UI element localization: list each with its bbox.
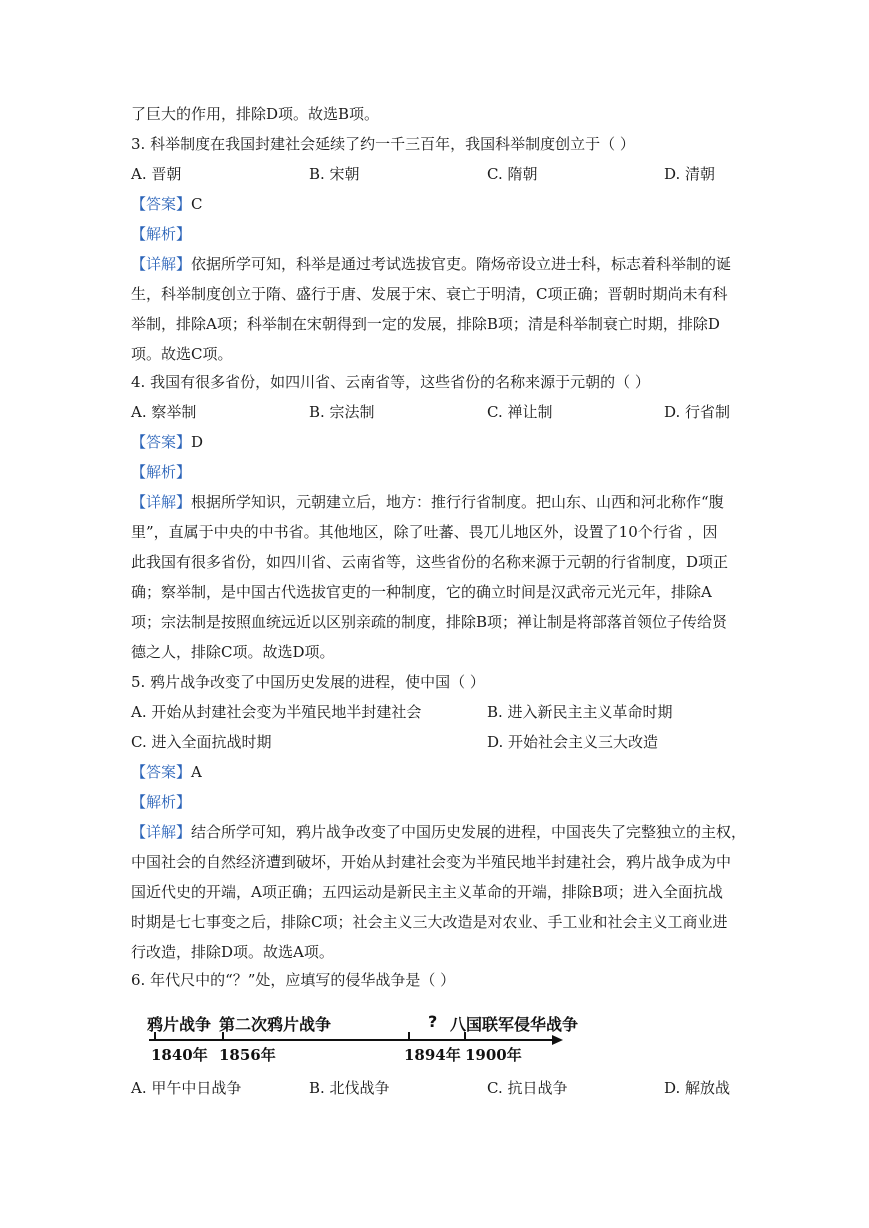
q5-stem: 5. 鸦片战争改变了中国历史发展的进程，使中国（ ） xyxy=(131,673,485,691)
q6-stem: 6. 年代尺中的“？”处，应填写的侵华战争是（ ） xyxy=(131,971,456,989)
q4-detail-line-6: 德之人，排除C项。故选D项。 xyxy=(131,643,335,661)
q6-option-b: B. 北伐战争 xyxy=(309,1079,390,1097)
timeline-year-1900: 1900年 xyxy=(465,1046,522,1064)
q4-option-d: D. 行省制 xyxy=(664,403,731,421)
q5-option-a: A. 开始从封建社会变为半殖民地半封建社会 xyxy=(131,703,422,721)
q6-option-a: A. 甲午中日战争 xyxy=(131,1079,242,1097)
q5-detail-line-3: 国近代史的开端，A项正确；五四运动是新民主主义革命的开端，排除B项；进入全面抗战 xyxy=(131,883,723,901)
answer-tag: 【答案】 xyxy=(131,433,192,451)
q4-detail-line-1 xyxy=(131,492,724,512)
q5-analysis-tag: 【解析】 xyxy=(131,793,192,811)
q5-detail-line-5: 行改造，排除D项。故选A项。 xyxy=(131,943,334,961)
timeline-event-unknown: ? xyxy=(428,1012,438,1031)
q6-option-c: C. 抗日战争 xyxy=(487,1079,568,1097)
timeline-figure xyxy=(147,1010,607,1066)
detail-text: 依据所学可知，科举是通过考试选拔官吏。隋炀帝设立进士科，标志着科举制的诞 xyxy=(191,255,732,273)
answer-value: C xyxy=(191,195,203,213)
detail-text: 结合所学可知，鸦片战争改变了中国历史发展的进程，中国丧失了完整独立的主权， xyxy=(191,823,747,841)
answer-tag: 【答案】 xyxy=(131,195,192,213)
timeline-event-second-opium-war: 第二次鸦片战争 xyxy=(219,1015,332,1034)
q2-tail-text: 了巨大的作用，排除D项。故选B项。 xyxy=(131,105,380,123)
q3-answer-row xyxy=(131,194,203,214)
answer-tag: 【答案】 xyxy=(131,763,192,781)
q5-option-c: C. 进入全面抗战时期 xyxy=(131,733,272,751)
q3-detail-line-2: 生，科举制度创立于隋、盛行于唐、发展于宋、衰亡于明清，C项正确；晋朝时期尚未有科 xyxy=(131,285,728,303)
q4-analysis-tag: 【解析】 xyxy=(131,463,192,481)
answer-value: A xyxy=(191,763,202,781)
q3-detail-line-4: 项。故选C项。 xyxy=(131,345,233,363)
detail-text: 根据所学知识，元朝建立后，地方：推行行省制度。把山东、山西和河北称作“腹 xyxy=(191,493,724,511)
q3-option-a: A. 晋朝 xyxy=(131,165,182,183)
q5-option-d: D. 开始社会主义三大改造 xyxy=(487,733,659,751)
q5-detail-line-1 xyxy=(131,822,746,842)
q6-option-d: D. 解放战 xyxy=(664,1079,731,1097)
detail-tag: 【详解】 xyxy=(131,823,192,841)
q3-stem: 3. 科举制度在我国封建社会延续了约一千三百年，我国科举制度创立于（ ） xyxy=(131,135,635,153)
q4-stem: 4. 我国有很多省份，如四川省、云南省等，这些省份的名称来源于元朝的（ ） xyxy=(131,373,650,391)
answer-value: D xyxy=(191,433,204,451)
detail-tag: 【详解】 xyxy=(131,493,192,511)
q3-option-b: B. 宋朝 xyxy=(309,165,360,183)
q4-option-c: C. 禅让制 xyxy=(487,403,553,421)
q3-detail-line-1 xyxy=(131,254,731,274)
q4-option-b: B. 宗法制 xyxy=(309,403,375,421)
q4-answer-row xyxy=(131,432,203,452)
q5-answer-row xyxy=(131,762,202,782)
q3-detail-line-3: 举制，排除A项；科举制在宋朝得到一定的发展，排除B项；清是科举制衰亡时期，排除D xyxy=(131,315,720,333)
q3-analysis-tag: 【解析】 xyxy=(131,225,192,243)
q5-detail-line-2: 中国社会的自然经济遭到破坏，开始从封建社会变为半殖民地半封建社会，鸦片战争成为中 xyxy=(131,853,732,871)
q4-detail-line-5: 项；宗法制是按照血统远近以区别亲疏的制度，排除B项；禅让制是将部落首领位子传给贤 xyxy=(131,613,728,631)
q5-detail-line-4: 时期是七七事变之后，排除C项；社会主义三大改造是对农业、手工业和社会主义工商业进 xyxy=(131,913,728,931)
q3-option-c: C. 隋朝 xyxy=(487,165,538,183)
detail-tag: 【详解】 xyxy=(131,255,192,273)
timeline-year-1840: 1840年 xyxy=(151,1046,208,1064)
q3-option-d: D. 清朝 xyxy=(664,165,716,183)
timeline-year-1894: 1894年 xyxy=(404,1046,461,1064)
timeline-year-1856: 1856年 xyxy=(219,1046,276,1064)
q4-detail-line-4: 确；察举制，是中国古代选拔官吏的一种制度，它的确立时间是汉武帝元光元年，排除A xyxy=(131,583,712,601)
q4-detail-line-2: 里”，直属于中央的中书省。其他地区，除了吐蕃、畏兀儿地区外，设置了10个行省 ，因 xyxy=(131,523,718,541)
q4-option-a: A. 察举制 xyxy=(131,403,197,421)
timeline-event-opium-war: 鸦片战争 xyxy=(147,1015,212,1034)
q4-detail-line-3: 此我国有很多省份，如四川省、云南省等，这些省份的名称来源于元朝的行省制度，D项正 xyxy=(131,553,729,571)
timeline-axis xyxy=(147,1010,607,1066)
timeline-event-eight-nation: 八国联军侵华战争 xyxy=(450,1015,579,1034)
q5-option-b: B. 进入新民主主义革命时期 xyxy=(487,703,673,721)
